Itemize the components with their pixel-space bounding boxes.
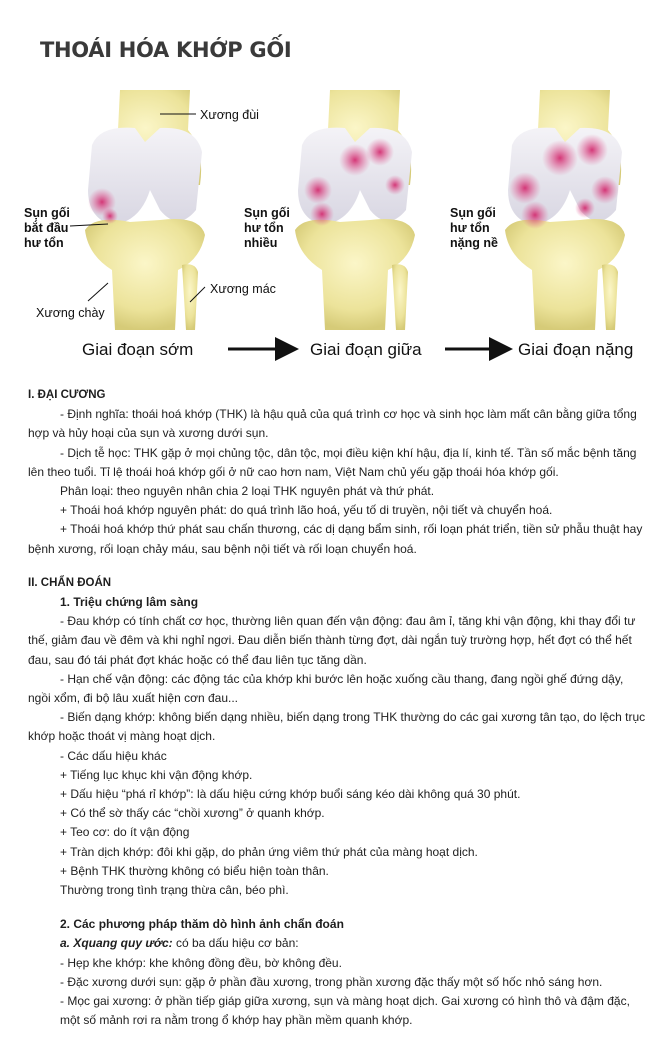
paragraph: - Đau khớp có tính chất cơ học, thường liên quan đến vận động: đau âm ỉ, tăng khi vận động, khi thay đổi tư thế, giảm đau về đêm và khi nghỉ ngơi. Đau diễn biến thành từng đợt, dài ngắn tuỳ trường hợp, hết đợt có thể hết đau, sau đó tái phát đợt khác hoặc có thể đau liên tục tăng dần. [28,614,636,667]
list-item: + Bệnh THK thường không có biểu hiện toàn thân. [60,863,329,878]
list-item: - Mọc gai xương: ở phần tiếp giáp giữa xương, sụn và màng hoạt dịch. Gai xương có hình thô và đậm đặc, một số mảnh rơi ra nằm trong ổ khớp hay phần mềm quanh khớp. [60,994,630,1028]
knee-osteoarthritis-figure [0,90,664,375]
page-title: THOÁI HÓA KHỚP GỐI [40,38,292,62]
knee-stages-illustration [0,90,664,375]
stage-severe-label: Giai đoạn nặng [518,340,634,359]
subsection-heading: 2. Các phương pháp thăm dò hình ảnh chẩn đoán [60,917,344,932]
knee-early-stage [85,90,205,330]
xray-intro [28,934,648,953]
paragraph: Phân loại: theo nguyên nhân chia 2 loại THK nguyên phát và thứ phát. [60,484,435,499]
xray-label: a. Xquang quy ước: [60,936,173,951]
stage-early-label: Giai đoạn sớm [82,340,194,359]
paragraph: + Thoái hoá khớp nguyên phát: do quá trình lão hoá, yếu tố di truyền, nội tiết và chuyển hoá. [60,503,553,518]
section-general [28,386,648,1031]
list-item: + Tràn dịch khớp: đôi khi gặp, do phản ứng viêm thứ phát của màng hoạt dịch. [60,844,478,859]
paragraph: - Hạn chế vận động: các động tác của khớp khi bước lên hoặc xuống cầu thang, đang ngồi ghế đứng dậy, ngồi xổm, đi bộ lâu xuất hiện cơn đau... [28,671,624,706]
list-item: + Tiếng lục khục khi vận động khớp. [60,767,253,782]
section-heading: I. ĐẠI CƯƠNG [28,389,106,401]
femur-label: Xương đùi [200,108,259,122]
paragraph: - Dịch tễ học: THK gặp ở mọi chủng tộc, dân tộc, mọi điều kiện khí hậu, địa lí, kinh tế. Tần số mắc bệnh tăng lên theo tuổi. Tỉ lệ thoái hoá khớp gối ở nữ cao hơn nam, Việt Nam chủ yếu gặp thoái hóa khớp gối. [28,445,637,479]
list-item: + Teo cơ: do ít vận động [60,825,190,840]
xray-rest: có ba dấu hiệu cơ bản: [172,936,299,951]
list-item: + Có thể sờ thấy các “chồi xương” ở quanh khớp. [60,806,325,821]
list-item: - Đặc xương dưới sụn: gặp ở phần đầu xương, trong phần xương đặc thấy một số hốc nhỏ sáng hơn. [60,974,603,989]
stage-middle-label: Giai đoạn giữa [310,340,422,359]
knee-middle-stage [295,90,415,330]
list-item: - Các dấu hiệu khác [60,748,167,763]
tibia-label: Xương chày [36,306,105,320]
knee-severe-stage [505,90,625,330]
stage3-cartilage-label: Sụn gối hư tổn nặng nề [450,206,498,250]
paragraph: - Định nghĩa: thoái hoá khớp (THK) là hậu quả của quá trình cơ học và sinh học làm mất cân bằng giữa tổng hợp và hủy hoại của sụn và xương dưới sụn. [28,407,637,441]
fibula-label: Xương mác [210,282,276,296]
list-item: Thường trong tình trạng thừa cân, béo phì. [60,883,289,898]
stage2-cartilage-label: Sụn gối hư tổn nhiều [244,206,290,250]
paragraph: + Thoái hoá khớp thứ phát sau chấn thương, các dị dạng bẩm sinh, rối loạn phát triển, tiền sử phẫu thuật hay bệnh xương, rối loạn chảy máu, sau bệnh nội tiết và rối loạn chuyển hoá. [28,522,643,556]
list-item: - Hẹp khe khớp: khe không đồng đều, bờ không đều. [60,955,342,970]
section-heading: II. CHẨN ĐOÁN [28,576,112,589]
subsection-heading: 1. Triệu chứng lâm sàng [60,595,199,610]
stage1-cartilage-label: Sụn gối bắt đầu hư tổn [24,206,70,250]
list-item: + Dấu hiệu “phá rỉ khớp”: là dấu hiệu cứng khớp buổi sáng kéo dài không quá 30 phút. [60,787,521,802]
paragraph: - Biến dạng khớp: không biến dạng nhiều, biến dạng trong THK thường do các gai xương tân tạo, do lệch trục khớp hoặc thoát vị màng hoạt dịch. [28,710,646,744]
